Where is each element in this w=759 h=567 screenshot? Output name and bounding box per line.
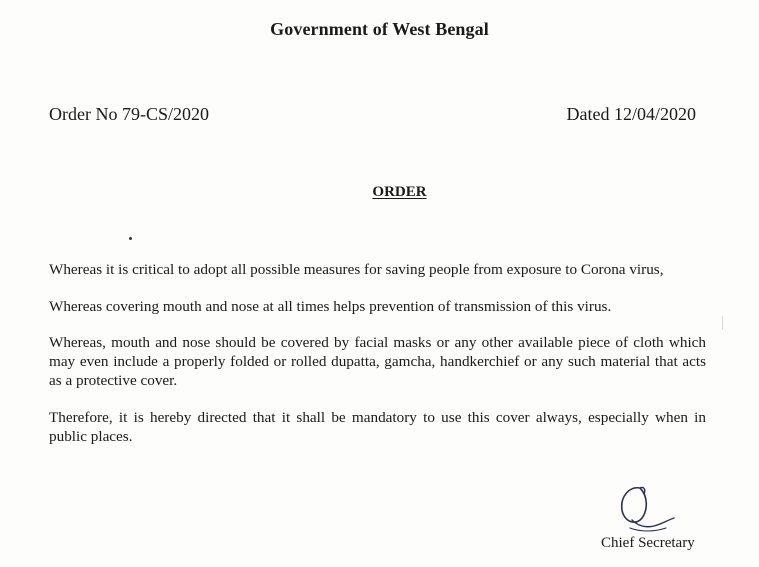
faint-mark [722,316,723,330]
order-number: Order No 79-CS/2020 [49,104,209,124]
paragraph-1: Whereas it is critical to adopt all possible measures for saving people from exposure to Corona virus, [49,261,664,278]
paragraph-4: Therefore, it is hereby directed that it shall be mandatory to use this cover always, especially when in public places. [49,409,706,445]
order-date: Dated 12/04/2020 [566,104,696,124]
document-header-title: Government of West Bengal [270,19,489,39]
paragraph-3: Whereas, mouth and nose should be covered by facial masks or any other available piece of cloth which may even include a properly folded or rolled dupatta, gamcha, handkerchief or any such material that acts as a protective cover. [49,334,706,389]
order-body [49,260,706,464]
order-heading: ORDER [372,184,427,200]
signature-icon [610,482,680,538]
signatory-designation: Chief Secretary [601,535,695,551]
paragraph-2: Whereas covering mouth and nose at all times helps prevention of transmission of this virus. [49,298,612,315]
stray-mark [129,237,132,240]
